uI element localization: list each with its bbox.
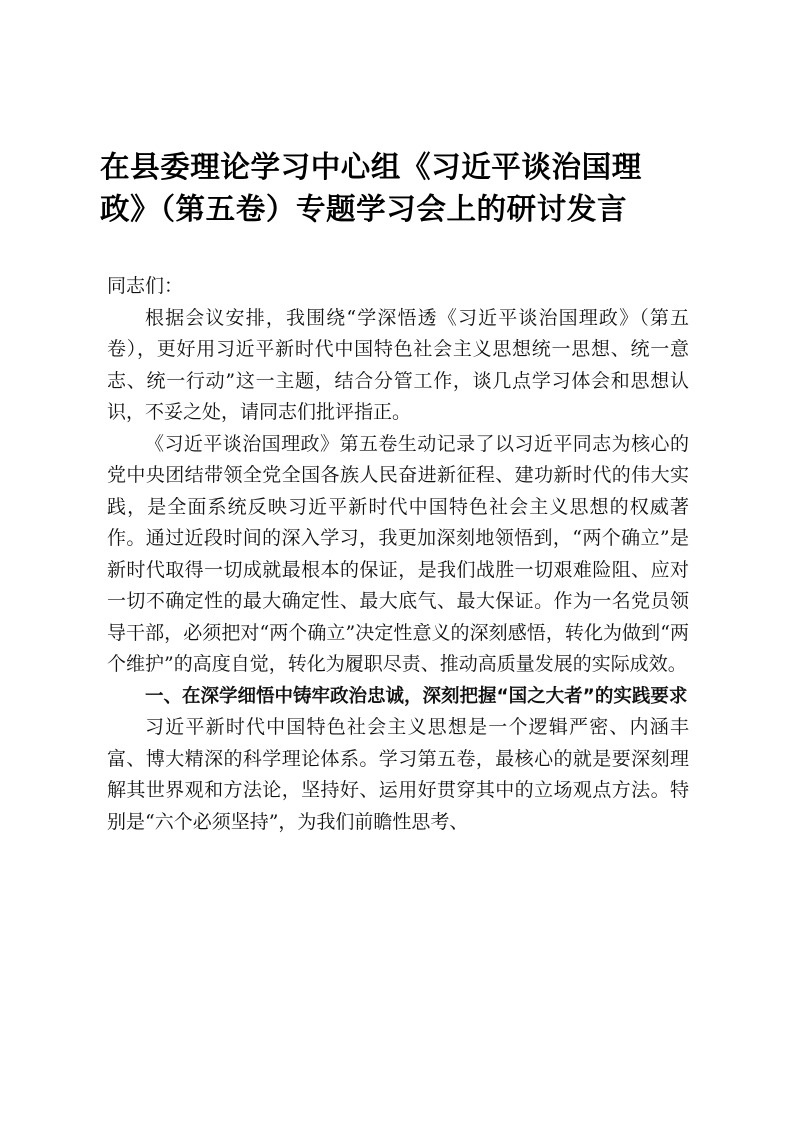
section-heading-1: 一、在深学细悟中铸牢政治忠诚，深刻把握“国之大者”的实践要求 — [145, 685, 688, 707]
salutation: 同志们： — [107, 275, 184, 297]
paragraph-section-1: 习近平新时代中国特色社会主义思想是一个逻辑严密、内涵丰富、博大精深的科学理论体系。学习第五卷，最核心的就是要深刻理解其世界观和方法论，坚持好、运用好贯穿其中的立场观点方法。特别是“六个必须坚持”，为我们前瞻性思考、 — [107, 716, 689, 833]
paragraph-intro: 根据会议安排，我围绕“学深悟透《习近平谈治国理政》（第五卷），更好用习近平新时代中国特色社会主义思想统一思想、统一意志、统一行动”这一主题，结合分管工作，谈几点学习体会和思想认识，不妥之处，请同志们批评指正。 — [107, 306, 689, 423]
paragraph-overview: 《习近平谈治国理政》第五卷生动记录了以习近平同志为核心的党中央团结带领全党全国各族人民奋进新征程、建功新时代的伟大实践，是全面系统反映习近平新时代中国特色社会主义思想的权威著作。通过近段时间的深入学习，我更加深刻地领悟到，“两个确立”是新时代取得一切成就最根本的保证，是我们战胜一切艰难险阻、应对一切不确定性的最大确定性、最大底气、最大保证。作为一名党员领导干部，必须把对“两个确立”决定性意义的深刻感悟，转化为做到“两个维护”的高度自觉，转化为履职尽责、推动高质量发展的实际成效。 — [107, 432, 689, 675]
title-line-2: 政》（第五卷）专题学习会上的研讨发言 — [100, 192, 628, 226]
document-body — [107, 271, 689, 838]
document-title — [100, 146, 700, 230]
title-line-1: 在县委理论学习中心组《习近平谈治国理 — [100, 150, 642, 184]
